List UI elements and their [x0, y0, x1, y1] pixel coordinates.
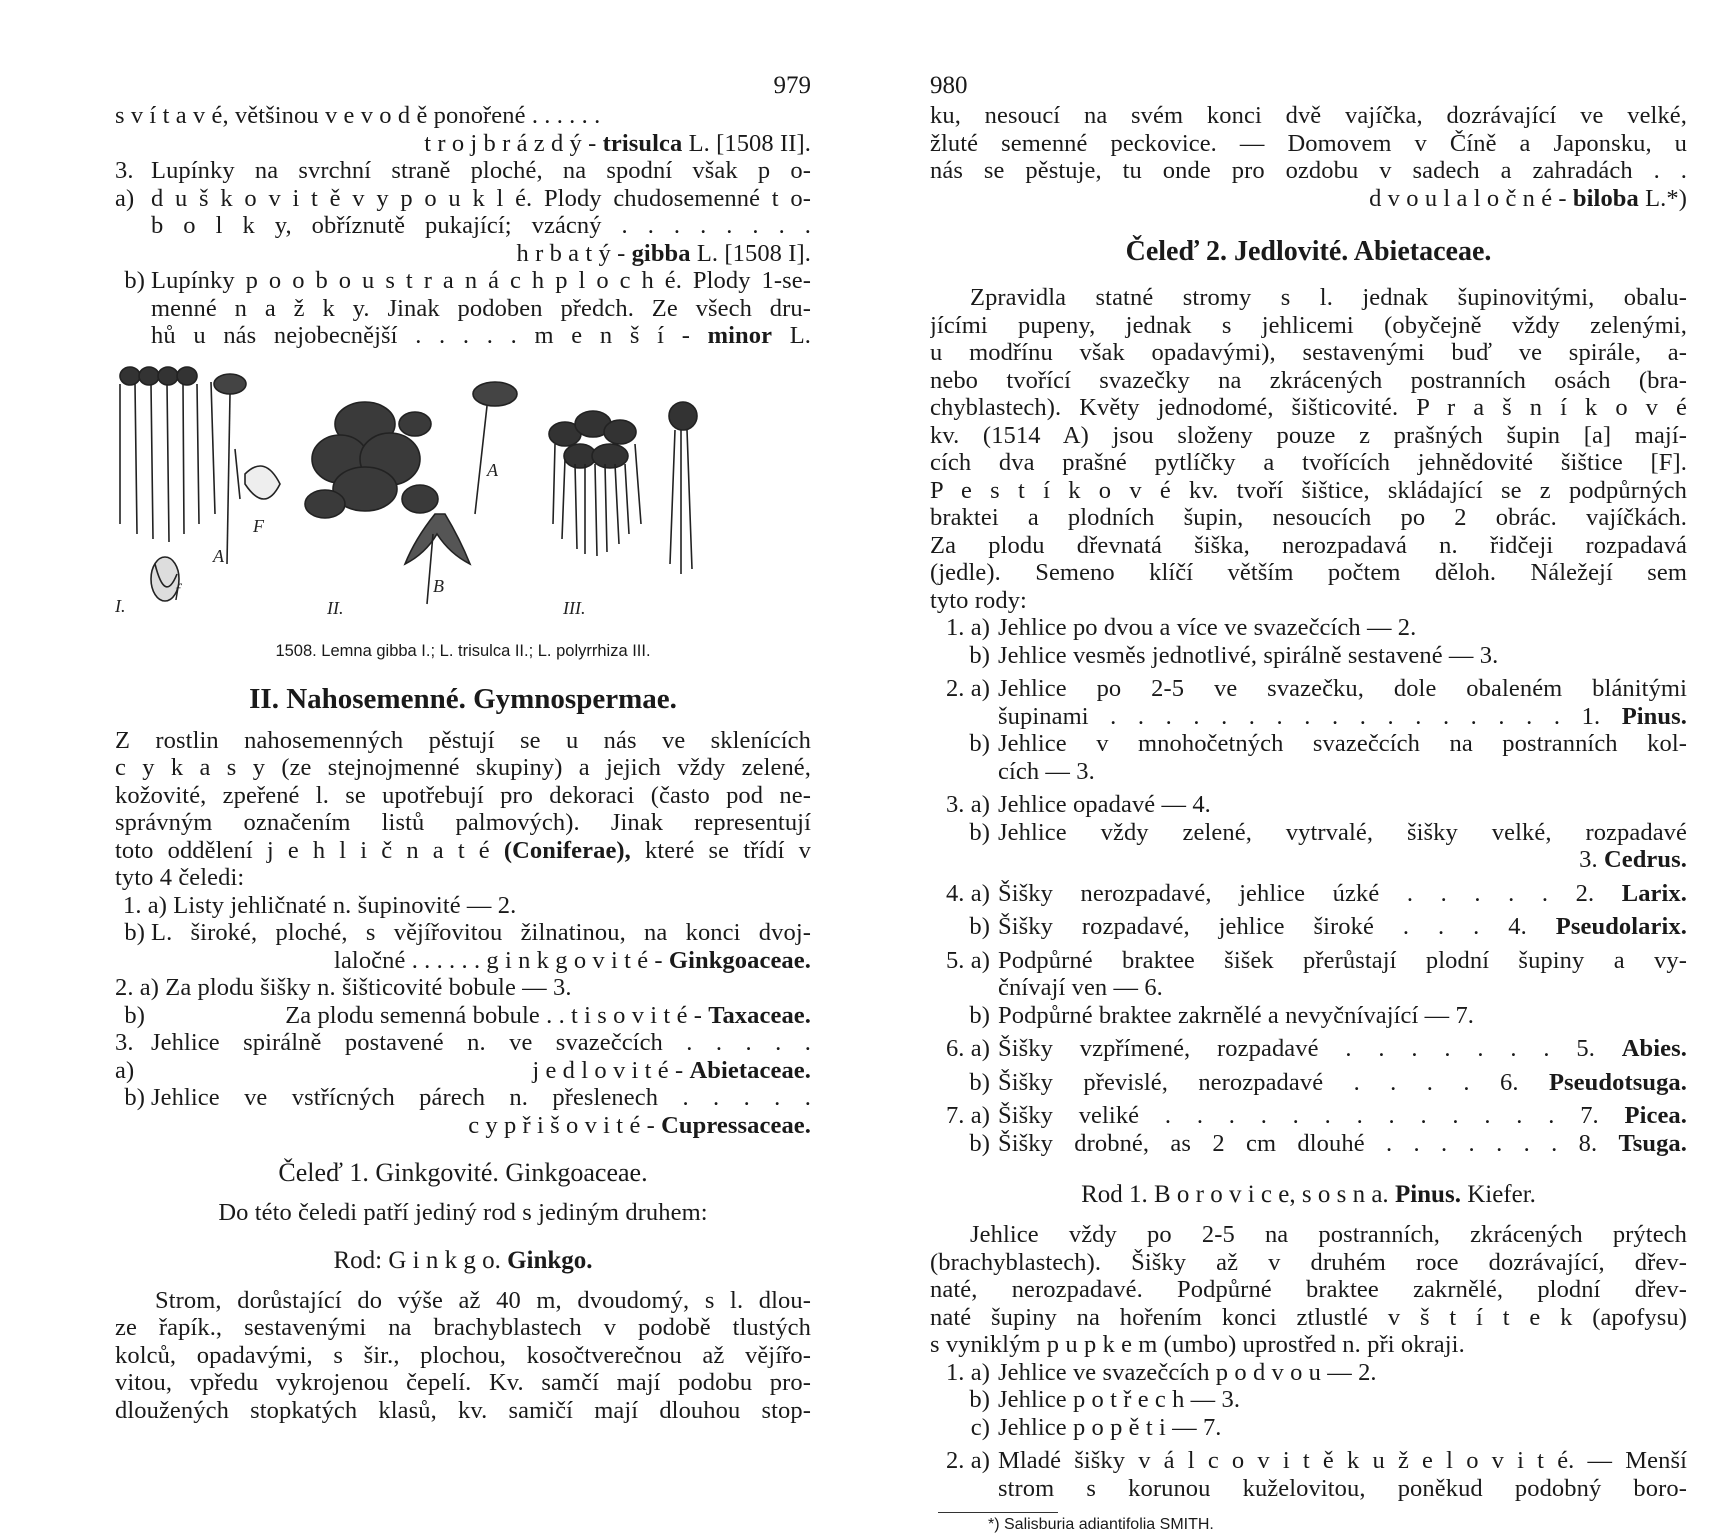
- text-span: Šišky rozpadavé, jehlice široké . . . 4.: [998, 913, 1556, 940]
- key-label: 1. a): [945, 614, 990, 641]
- text-span: Šišky nerozpadavé, jehlice úzké . . . . . 2.: [998, 879, 1622, 907]
- text-line: Podpůrné braktee šišek přerůstají plodní šupiny a vy-: [998, 946, 1687, 974]
- text-line: jícími pupeny, jednak s jehlicemi (obyčejně vždy zelenými,: [930, 311, 1687, 339]
- species-czech: h r b a t ý -: [516, 239, 632, 267]
- pinus-key: [930, 1359, 1687, 1503]
- key-label: 4. a): [945, 879, 990, 907]
- text-line: strom s korunou kuželovitou, poněkud podobný boro-: [998, 1474, 1687, 1502]
- key-entry: [115, 267, 811, 350]
- text-span: j e d l o v i t é -: [532, 1056, 690, 1084]
- key-label: b): [969, 730, 990, 757]
- text-line: naté, nerozpadavé. Podpůrné braktee zakrnělé, plodní dřev-: [930, 1276, 1687, 1303]
- genus-latin: Cedrus.: [1603, 846, 1687, 873]
- text-line: (jedle). Semeno klíčí větším počtem děloh. Náležejí sem: [930, 559, 1687, 586]
- species-ref: L. [1508 II].: [682, 129, 811, 157]
- key-entry: [930, 675, 1687, 730]
- key-label: 6. a): [945, 1035, 990, 1062]
- key-entry: [930, 913, 1687, 941]
- text-span: c y p ř i š o v i t é -: [468, 1111, 662, 1139]
- text-line: [123, 892, 811, 920]
- key-entry: [930, 819, 1687, 874]
- key-entry: [930, 1102, 1687, 1130]
- text-line: Lupínky p o o b o u s t r a n á c h p l o c h é. Plody 1-se-: [151, 267, 811, 294]
- key-label: b): [124, 1001, 145, 1029]
- key-label: b): [969, 1001, 990, 1029]
- text-line: L. široké, ploché, s vějířovitou žilnatinou, na konci dvoj-: [151, 919, 811, 946]
- text-span: 3.: [1579, 846, 1604, 873]
- text-span: šupinami . . . . . . . . . . . . . . . . . 1.: [998, 702, 1622, 730]
- key-entry: [930, 880, 1687, 908]
- key-entry: [115, 892, 811, 920]
- key-entry: [115, 1029, 811, 1084]
- genus-czech: Rod: G i n k g o.: [333, 1246, 508, 1274]
- text-line: cích — 3.: [998, 757, 1095, 785]
- lemna-figure: [115, 364, 811, 639]
- text-line: kožovité, zpeřené l. se upotřebují pro dekoraci (často pod ne-: [115, 781, 811, 809]
- text-line: s v í t a v é, většinou v e v o d ě ponořené . . . . . .: [115, 102, 601, 129]
- text-line: Z rostlin nahosemenných pěstují se u nás ve sklenících: [115, 726, 811, 754]
- text-line: vitou, vpředu vykrojenou čepelí. Kv. samčí mají podobu pro-: [115, 1369, 811, 1396]
- text-line: Lupínky na svrchní straně ploché, na spodní však p o-: [151, 157, 811, 184]
- lemna-polyrrhiza-group: [549, 402, 697, 574]
- text-line: [998, 880, 1687, 908]
- text-line: Jehlice p o p ě t i — 7.: [998, 1413, 1222, 1441]
- key-label: c): [970, 1413, 990, 1441]
- text-line: dloužených stopkatých klasů, kv. samičí mají dlouhou stop-: [115, 1396, 811, 1424]
- text-line: u modřínu však opadavými), sestavenými buď ve spirále, a-: [930, 339, 1687, 366]
- text-line: tyto rody:: [930, 586, 1027, 614]
- text-line: [998, 1130, 1687, 1158]
- text-line: nás se pěstuje, tu onde pro ozdobu v sadech a zahradách . .: [930, 157, 1687, 184]
- text-line: Podpůrné braktee zakrnělé a nevyčnívající — 7.: [998, 1001, 1475, 1029]
- text-line: cích dva prašné pytlíčky a tvořících jehnědovité šištice [F].: [930, 449, 1687, 476]
- key-entry: [115, 919, 811, 974]
- figure-label-A2: A: [487, 459, 498, 480]
- text-span: Za plodu semenná bobule . . t i s o v i t é -: [285, 1001, 709, 1029]
- family-heading: Čeleď 2. Jedlovité. Abietaceae.: [1125, 236, 1492, 267]
- page-number: 980: [930, 72, 968, 99]
- genus-latin: Pinus.: [1621, 702, 1687, 730]
- key-entry: [930, 1130, 1687, 1158]
- key-label: b): [969, 1068, 990, 1096]
- text-line: braktei a plodních šupin, nesoucích po 2 obrác. vajíčkách.: [930, 504, 1687, 531]
- family-latin: Abietaceae.: [689, 1056, 811, 1084]
- genus-czech: Rod 1. B o r o v i c e, s o s n a.: [1081, 1181, 1395, 1208]
- text-line: [998, 846, 1687, 874]
- species-line: [151, 322, 811, 350]
- text-span: které se třídí v: [630, 836, 811, 864]
- section-heading: II. Nahosemenné. Gymnospermae.: [249, 682, 677, 715]
- genus-heading: [115, 1241, 811, 1281]
- text-line: ze řapík., sestavenými na brachyblastech v podobě tlustých: [115, 1314, 811, 1341]
- pinus-description: [930, 1221, 1687, 1359]
- text-span: Šišky vzpřímené, rozpadavé . . . . . . . 5.: [998, 1035, 1622, 1062]
- key-entry: [930, 614, 1687, 642]
- key-label: 2. a): [945, 675, 990, 702]
- text-line: [998, 913, 1687, 941]
- genus-german: Kiefer.: [1460, 1181, 1536, 1208]
- text-line: Jehlice ve vstřícných párech n. přeslenech . . . . .: [151, 1084, 811, 1111]
- text-span: Šišky drobné, as 2 cm dlouhé . . . . . . . 8.: [998, 1129, 1619, 1157]
- key-label: 3. a): [115, 157, 135, 212]
- species-ref: L. [1508 I].: [690, 239, 811, 267]
- text-line: Za plodu dřevnatá šiška, nerozpadavá n. řidčeji rozpadavá: [930, 531, 1687, 559]
- genus-latin: Pseudolarix.: [1555, 913, 1687, 940]
- text-line: [151, 1002, 811, 1030]
- ginkgo-description: [115, 1287, 811, 1425]
- text-line: s vyniklým p u p k e m (umbo) uprostřed n. při okraji.: [930, 1331, 1465, 1358]
- species-latin: gibba: [631, 239, 691, 267]
- text-line: Jehlice po 2-5 ve svazečku, dole obaleném blánitými: [998, 675, 1687, 702]
- key-entry: [930, 1035, 1687, 1063]
- text-line: Mladé šišky v á l c o v i t ě k u ž e l o v i t é. — Menší: [998, 1447, 1687, 1474]
- key-label: 7. a): [945, 1102, 990, 1129]
- text-line: Jehlice vždy po 2-5 na postranních, zkrácených prýtech: [970, 1221, 1687, 1248]
- genus-latin: Abies.: [1621, 1035, 1687, 1062]
- left-page: [115, 70, 811, 1424]
- key-label: b): [969, 1129, 990, 1157]
- figure-label-A: A: [213, 545, 224, 566]
- key-entry: [930, 1447, 1687, 1502]
- key-entry: [115, 974, 811, 1002]
- key-label: 5. a): [945, 946, 990, 974]
- text-line: [151, 1057, 811, 1085]
- species-latin: minor: [707, 322, 773, 349]
- text-span: Za plodu šišky n. šišticovité bobule — 3.: [165, 974, 572, 1001]
- text-line: [998, 703, 1687, 731]
- abietaceae-description: [930, 284, 1687, 614]
- intro-paragraph: [115, 727, 811, 892]
- family-latin: Taxaceae.: [708, 1001, 811, 1029]
- text-line: [998, 1035, 1687, 1063]
- text-line: c y k a s y (ze stejnojmenné skupiny) a jejich vždy zelené,: [115, 754, 811, 781]
- text-line: P e s t í k o v é kv. tvoří šištice, skládající se z podpůrných: [930, 476, 1687, 504]
- text-line: Strom, dorůstající do výše až 40 m, dvoudomý, s l. dlou-: [155, 1286, 811, 1314]
- key-entry: [930, 791, 1687, 819]
- text-line: [115, 837, 811, 865]
- key-label: b): [124, 1084, 145, 1111]
- key-label: b): [124, 267, 145, 294]
- text-line: [115, 974, 811, 1002]
- text-line: nebo tvořící svazečky na zkrácených postranních osách (bra-: [930, 366, 1687, 394]
- family-heading: Čeleď 1. Ginkgovité. Ginkgoaceae.: [278, 1158, 648, 1187]
- key-label: b): [969, 913, 990, 940]
- text-line: Jehlice spirálně postavené n. ve svazečcích . . . . .: [151, 1029, 811, 1056]
- text-line: [998, 1069, 1687, 1097]
- text-line: Jehlice p o t ř e c h — 3.: [998, 1386, 1241, 1413]
- text-line: menné n a ž k y. Jinak podoben předch. Ze všech dru-: [151, 294, 811, 322]
- key-entry: [115, 157, 811, 267]
- key-label: b): [124, 919, 145, 946]
- text-line: čnívají ven — 6.: [998, 974, 1163, 1001]
- text-line: Jehlice vesměs jednotlivé, spirálně sestavené — 3.: [998, 641, 1499, 669]
- text-line: [151, 947, 811, 975]
- text-line: d u š k o v i t ě v y p o u k l é. Plody chudosemenné t o-: [151, 184, 811, 212]
- key-label: 3. a): [115, 1029, 135, 1084]
- genus-latin: Ginkgo.: [507, 1246, 593, 1274]
- text-line: Jehlice po dvou a více ve svazečcích — 2.: [998, 614, 1417, 641]
- key-entry: [930, 1359, 1687, 1387]
- latin-term: (Coniferae),: [503, 836, 631, 864]
- figure-label-I: I.: [115, 595, 126, 616]
- right-page: [930, 70, 1687, 1537]
- text-line: naté šupiny na hořením konci ztlustlé v š t í t e k (apofysu): [930, 1303, 1687, 1331]
- species-latin: biloba: [1572, 184, 1639, 212]
- key-entry: [115, 1084, 811, 1139]
- text-line: Zpravidla statné stromy s l. jednak šupinovitými, obalu-: [970, 284, 1687, 311]
- text-line: Do této čeledi patří jediný rod s jediným druhem:: [218, 1199, 708, 1226]
- lemna-illustration: [115, 364, 811, 639]
- key-entry: [930, 947, 1687, 1002]
- text-line: kolců, opadavými, s šir., plochou, kosočtverečnou až vějířo-: [115, 1341, 811, 1369]
- page-number: 979: [773, 72, 811, 99]
- ginkgo-continuation: [930, 102, 1687, 212]
- key-entry: [930, 1414, 1687, 1442]
- key-continuation: [115, 102, 811, 350]
- key-label: 1. a): [123, 891, 168, 919]
- figure-caption: 1508. Lemna gibba I.; L. trisulca II.; L. polyrrhiza III.: [275, 641, 651, 660]
- species-czech: hů u nás nejobecnější . . . . . m e n š í -: [151, 322, 708, 349]
- key-entry: [930, 730, 1687, 785]
- species-ref: L.: [772, 322, 811, 349]
- text-line: tyto 4 čeledi:: [115, 864, 245, 891]
- genus-latin: Pinus.: [1394, 1181, 1461, 1208]
- key-label: b): [969, 818, 990, 846]
- key-label: 2. a): [115, 974, 160, 1001]
- text-line: kv. (1514 A) jsou složeny pouze z prašných šupin [a] mají-: [930, 421, 1687, 449]
- species-latin: trisulca: [602, 129, 683, 157]
- text-span: Šišky převislé, nerozpadavé . . . . 6.: [998, 1068, 1549, 1096]
- text-line: Jehlice ve svazečcích p o d v o u — 2.: [998, 1358, 1377, 1386]
- species-ref: L.*): [1638, 184, 1687, 212]
- lemna-gibba-group: [120, 367, 246, 601]
- figure-label-II: II.: [327, 597, 344, 618]
- text-span: laločné . . . . . . g i n k g o v i t é -: [334, 946, 669, 974]
- key-label: 1. a): [945, 1358, 990, 1386]
- species-line: [930, 185, 1687, 213]
- text-span: Šišky veliké . . . . . . . . . . . . . 7.: [998, 1102, 1625, 1129]
- text-line: (brachyblastech). Šišky až v druhém roce dozrávající, dřev-: [930, 1248, 1687, 1276]
- figure-label-B: B: [433, 575, 444, 596]
- key-entry: [930, 1069, 1687, 1097]
- species-czech: t r o j b r á z d ý -: [424, 129, 603, 157]
- text-span: Listy jehličnaté n. šupinovité — 2.: [173, 891, 517, 919]
- species-czech: d v o u l a l o č n é -: [1369, 184, 1573, 212]
- text-line: Jehlice opadavé — 4.: [998, 791, 1211, 818]
- text-span: toto oddělení j e h l i č n a t é: [115, 836, 504, 864]
- genus-latin: Tsuga.: [1618, 1129, 1687, 1157]
- footnote: *) Salisburia adiantifolia SMITH.: [988, 1516, 1214, 1533]
- figure-label-f: f: [175, 579, 181, 600]
- key-label: b): [969, 641, 990, 669]
- key-entry: [930, 1386, 1687, 1414]
- species-line: [151, 240, 811, 268]
- species-line: [115, 130, 811, 158]
- family-key: [115, 892, 811, 1140]
- text-line: Jehlice v mnohočetných svazečcích na postranních kol-: [998, 730, 1687, 757]
- text-line: [998, 1102, 1687, 1130]
- text-line: chyblastech). Květy jednodomé, šišticovité. P r a š n í k o v é: [930, 394, 1687, 421]
- key-entry: [115, 1002, 811, 1030]
- text-line: žluté semenné peckovice. — Domovem v Číně a Japonsku, u: [930, 129, 1687, 157]
- text-line: správným označením listů palmových). Jinak representují: [115, 809, 811, 836]
- genus-heading: [930, 1175, 1687, 1215]
- key-entry: [930, 642, 1687, 670]
- genus-latin: Picea.: [1624, 1102, 1687, 1129]
- text-line: [151, 1112, 811, 1140]
- genus-latin: Larix.: [1621, 879, 1687, 907]
- figure-label-III: III.: [563, 597, 586, 618]
- text-line: b o l k y, obříznutě pukající; vzácný . . . . . . . .: [151, 212, 811, 239]
- lemna-trisulca-group: [305, 402, 438, 518]
- text-line: ku, nesoucí na svém konci dvě vajíčka, dozrávající ve velké,: [930, 102, 1687, 129]
- key-label: 2. a): [945, 1447, 990, 1474]
- key-entry: [930, 1002, 1687, 1030]
- family-latin: Cupressaceae.: [661, 1111, 811, 1139]
- figure-label-F: F: [253, 515, 264, 536]
- text-line: Jehlice vždy zelené, vytrvalé, šišky velké, rozpadavé: [998, 818, 1687, 846]
- genus-latin: Pseudotsuga.: [1548, 1068, 1687, 1096]
- key-label: 3. a): [945, 791, 990, 818]
- key-label: b): [969, 1386, 990, 1413]
- genus-key: [930, 614, 1687, 1157]
- family-latin: Ginkgoaceae.: [668, 946, 811, 974]
